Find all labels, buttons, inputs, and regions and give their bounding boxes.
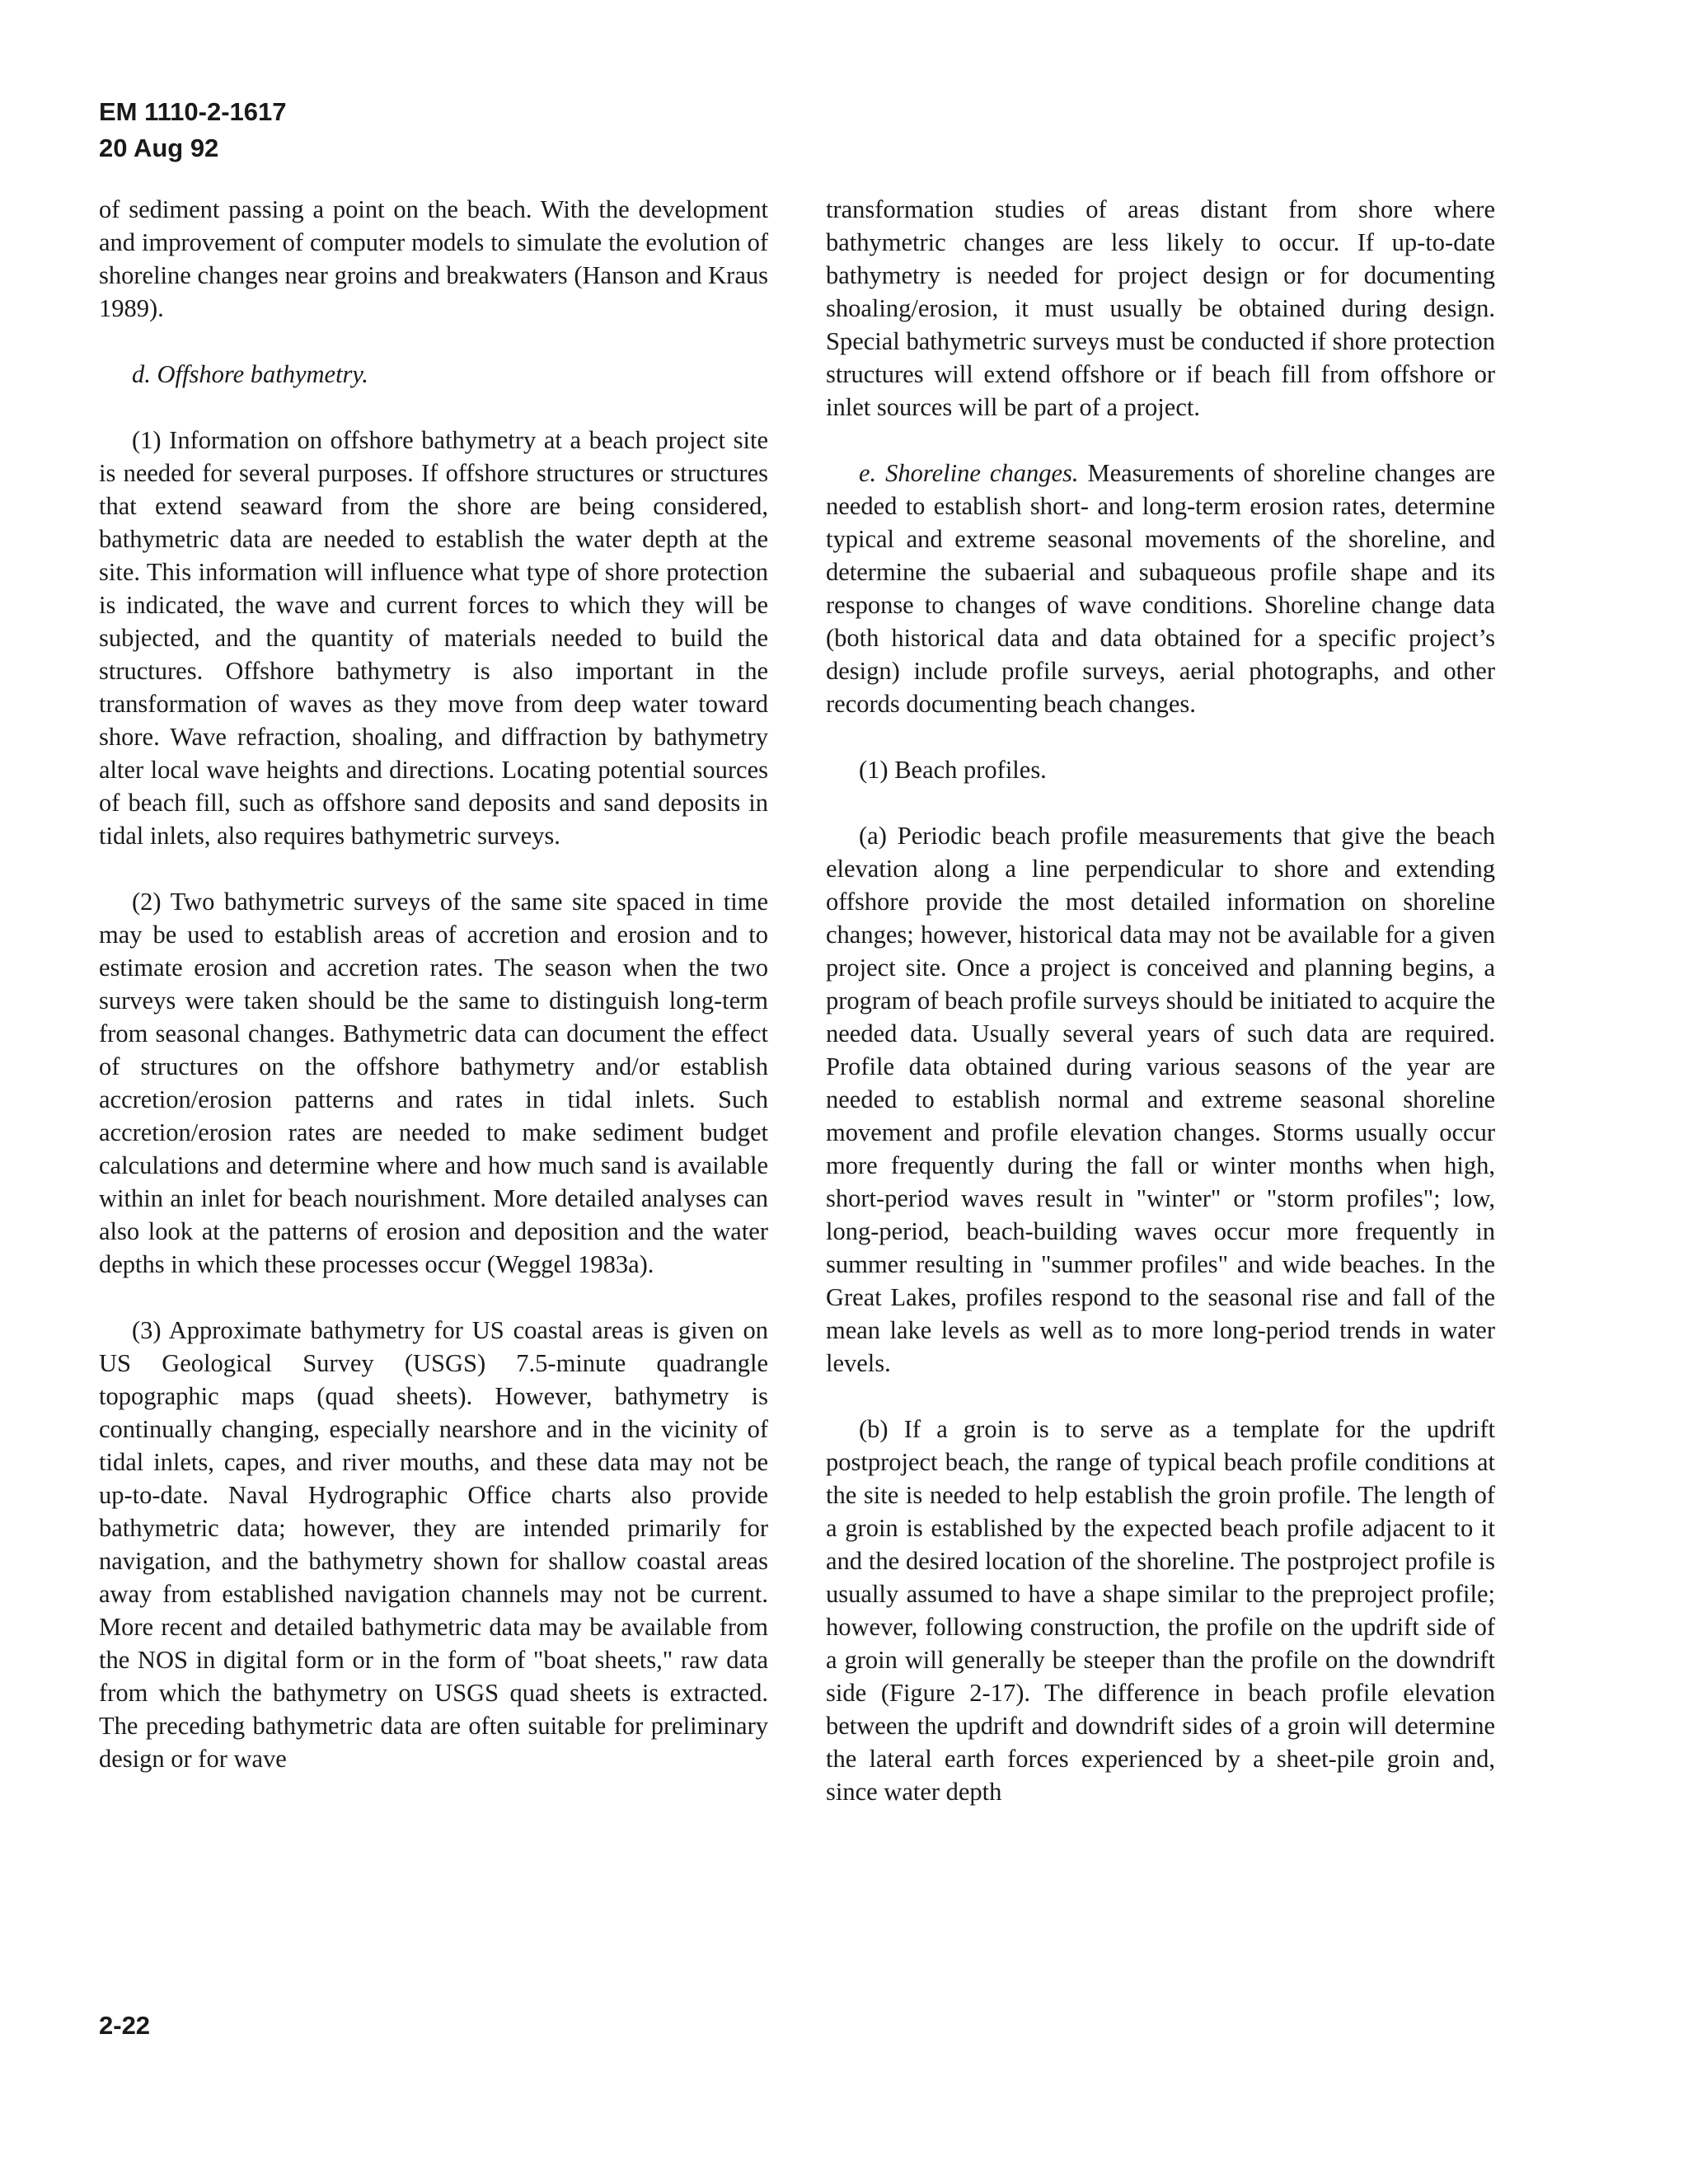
section-d-label: d. Offshore bathymetry. [132,360,368,388]
left-column [99,193,768,1775]
document-number: EM 1110-2-1617 [99,97,287,126]
paragraph-beach-profiles-a: (a) Periodic beach profile measurements that give the beach elevation along a line perpendicular to shore and extending offshore provide the most detailed information on shoreline changes; however, historical data may not be available for a given project site. Once a project is conceived and planning begins, a program of beach profile surveys should be initiated to acquire the needed data. Usually several years of such data are required. Profile data obtained during various seasons of the year are needed to establish normal and extreme seasonal shoreline movement and profile elevation changes. Storms usually occur more frequently during the fall or winter months when high, short-period waves result in "winter" or "storm profiles"; low, long-period, beach-building waves occur more frequently in summer resulting in "summer profiles" and wide beaches. In the Great Lakes, profiles respond to the seasonal rise and fall of the mean lake levels as well as to more long-period trends in water levels. [826,822,1495,1377]
subheading-beach-profiles: (1) Beach profiles. [859,756,1047,784]
paragraph-continuation: of sediment passing a point on the beach. With the development and improvement of computer models to simulate the evolution of shoreline changes near groins and breakwaters (Hanson and Kraus 1989). [99,195,768,322]
paragraph-shoreline-changes [826,457,1495,720]
paragraph-bathymetry-1: (1) Information on offshore bathymetry at a beach project site is needed for several purposes. If offshore structures or structures that extend seaward from the shore are being considered, bathymetric data are needed to establish the water depth at the site. This information will influence what type of shore protection is indicated, the wave and current forces to which they will be subjected, and the quantity of materials needed to build the structures. Offshore bathymetry is also important in the transformation of waves as they move from deep water toward shore. Wave refraction, shoaling, and diffraction by bathymetry alter local wave heights and directions. Locating potential sources of beach fill, such as offshore sand deposits and sand deposits in tidal inlets, also requires bathymetric surveys. [99,426,768,850]
right-column [826,193,1495,1808]
paragraph-beach-profiles-b: (b) If a groin is to serve as a template for the updrift postproject beach, the range of typical beach profile conditions at the site is needed to help establish the groin profile. The length of a groin is established by the expected beach profile adjacent to it and the desired location of the shoreline. The postproject profile is usually assumed to have a shape similar to the preproject profile; however, following construction, the profile on the updrift side of a groin will generally be steeper than the profile on the downdrift side (Figure 2-17). The difference in beach profile elevation between the updrift and downdrift sides of a groin will determine the lateral earth forces experienced by a sheet-pile groin and, since water depth [826,1415,1495,1806]
paragraph-bathymetry-2: (2) Two bathymetric surveys of the same site spaced in time may be used to establish areas of accretion and erosion and to estimate erosion and accretion rates. The season when the two surveys were taken should be the same to distinguish long-term from seasonal changes. Bathymetric data can document the effect of structures on the offshore bathymetry and/or establish accretion/erosion patterns and rates in tidal inlets. Such accretion/erosion rates are needed to make sediment budget calculations and determine where and how much sand is available within an inlet for beach nourishment. More detailed analyses can also look at the patterns of erosion and deposition and the water depths in which these processes occur (Weggel 1983a). [99,888,768,1278]
shoreline-changes-text: Measurements of shoreline changes are needed to establish short- and long-term erosion rates, determine typical and extreme seasonal movements of the shoreline, and determine the subaerial and subaqueous profile shape and its response to changes of wave conditions. Shoreline change data (both historical data and data obtained for a specific project’s design) include profile surveys, aerial photographs, and other records documenting beach changes. [826,459,1495,718]
paragraph-continuation-right: transformation studies of areas distant from shore where bathymetric changes are less likely to occur. If up-to-date bathymetry is needed for project design or for documenting shoaling/erosion, it must usually be obtained during design. Special bathymetric surveys must be conducted if shore protection structures will extend offshore or if beach fill from offshore or inlet sources will be part of a project. [826,195,1495,421]
document-date: 20 Aug 92 [99,134,219,162]
section-e-label: e. Shoreline changes. [859,459,1079,487]
page-number: 2-22 [99,2011,151,2040]
paragraph-bathymetry-3: (3) Approximate bathymetry for US coastal areas is given on US Geological Survey (USGS) 7.5-minute quadrangle topographic maps (quad sheets). However, bathymetry is continually changing, especially nearshore and in the vicinity of tidal inlets, capes, and river mouths, and these data may not be up-to-date. Naval Hydrographic Office charts also provide bathymetric data; however, they are intended primarily for navigation, and the bathymetry shown for shallow coastal areas away from established navigation channels may not be current. More recent and detailed bathymetric data may be available from the NOS in digital form or in the form of "boat sheets," raw data from which the bathymetry on USGS quad sheets is extracted. The preceding bathymetric data are often suitable for preliminary design or for wave [99,1316,768,1773]
section-heading-offshore-bathymetry [99,358,768,391]
page-header [99,94,287,166]
